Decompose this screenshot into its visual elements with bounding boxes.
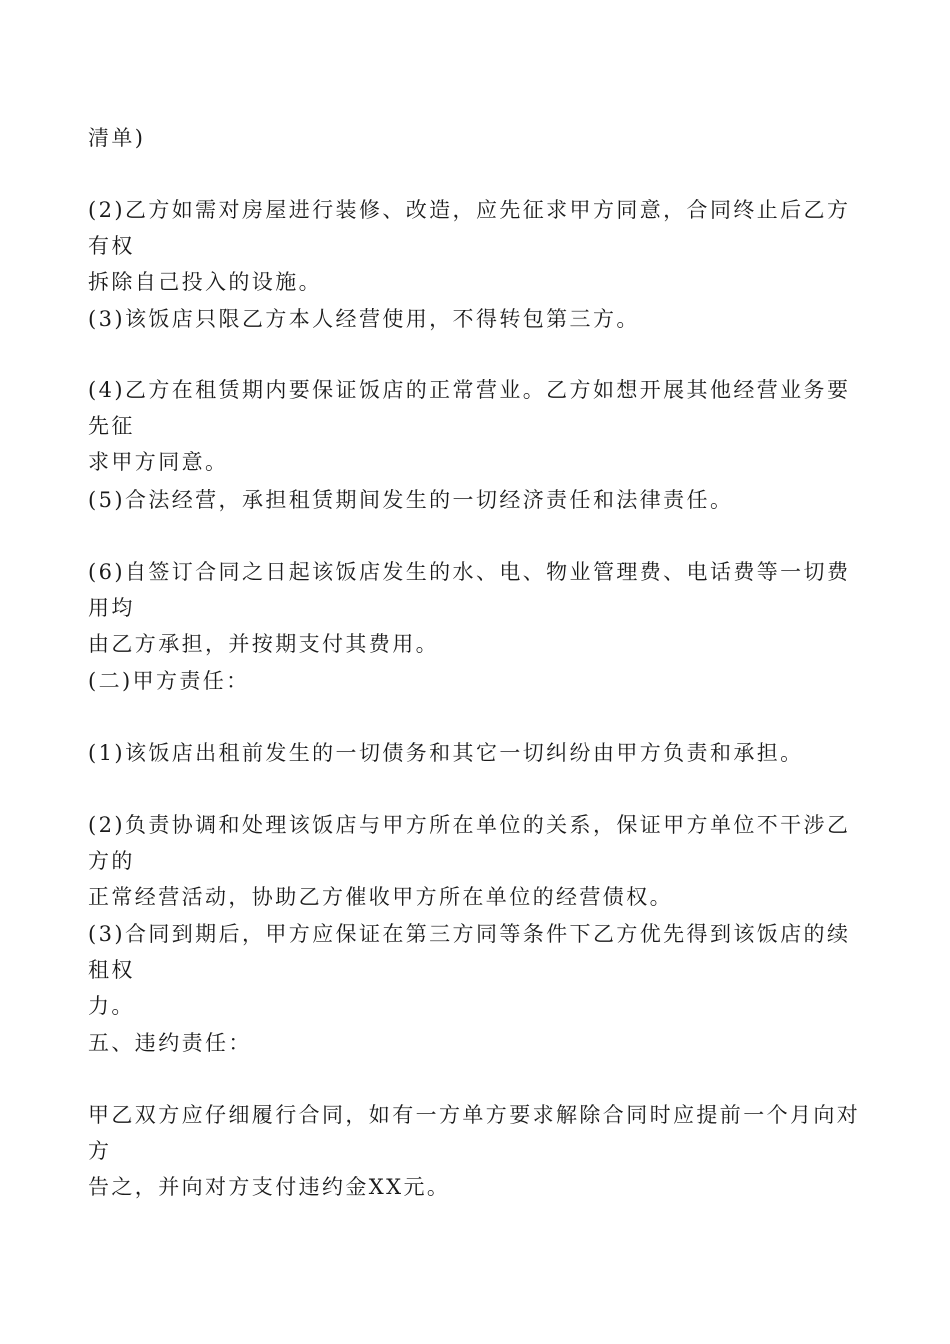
paragraph-landlord-coordination: (2)负责协调和处理该饭店与甲方所在单位的关系，保证甲方单位不干涉乙方的 正常经营活动，协助乙方催收甲方所在单位的经营债权。: [88, 813, 851, 909]
paragraph-tenant-expenses: (6)自签订合同之日起该饭店发生的水、电、物业管理费、电话费等一切费用均 由乙方承担，并按期支付其费用。: [88, 560, 851, 656]
heading-landlord-responsibilities: (二)甲方责任：: [88, 669, 250, 693]
paragraph-tenant-legal-operation: (5)合法经营，承担租赁期间发生的一切经济责任和法律责任。: [88, 488, 734, 512]
paragraph-landlord-renewal: (3)合同到期后，甲方应保证在第三方同等条件下乙方优先得到该饭店的续租权 力。: [88, 922, 851, 1018]
paragraph-tenant-renovation: (2)乙方如需对房屋进行装修、改造，应先征求甲方同意，合同终止后乙方有权 拆除自己投入的设施。: [88, 198, 851, 294]
paragraph-tenant-normal-operation: (4)乙方在租赁期内要保证饭店的正常营业。乙方如想开展其他经营业务要先征 求甲方同意。: [88, 378, 851, 474]
paragraph-tenant-no-sublease: (3)该饭店只限乙方本人经营使用，不得转包第三方。: [88, 307, 640, 331]
heading-breach-liability: 五、违约责任：: [88, 1031, 252, 1055]
paragraph-landlord-debts: (1)该饭店出租前发生的一切债务和其它一切纠纷由甲方负责和承担。: [88, 741, 804, 765]
paragraph-list-end: 清单): [88, 126, 146, 150]
paragraph-breach-penalty: 甲乙双方应仔细履行合同，如有一方单方要求解除合同时应提前一个月向对方 告之，并向对方支付违约金XX元。: [88, 1103, 861, 1199]
